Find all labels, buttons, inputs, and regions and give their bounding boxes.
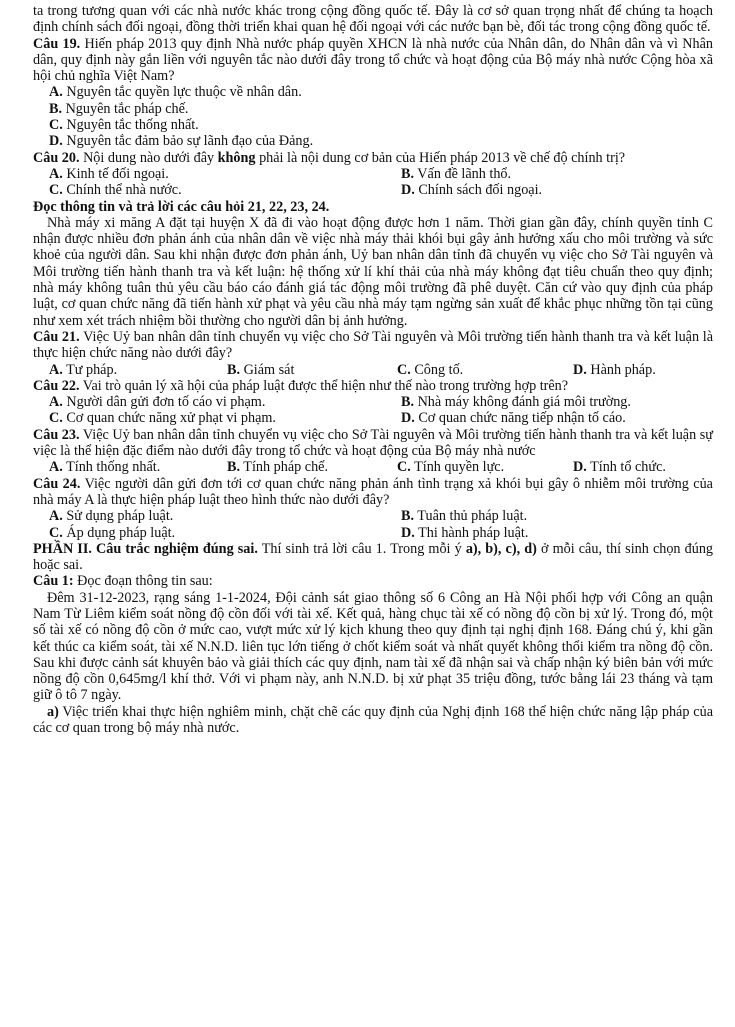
reading-passage: Nhà máy xi măng A đặt tại huyện X đã đi vào hoạt động được hơn 1 năm. Thời gian gần đây, chính quyền tỉnh C nhận được nhiều đơn phản ánh của nhân dân về việc nhà máy thải khói bụi gây ảnh hưởng xấu cho môi trường và sức khoẻ của người dân. Sau khi nhận được đơn phản ánh, Uỷ ban nhân dân tỉnh đã chuyển vụ việc cho Sở Tài nguyên và Môi trường tiến hành thanh tra và kết luận: hệ thống xử lí khí thải của nhà máy không đạt tiêu chuẩn theo quy định; nhà máy không tuân thủ yêu cầu báo cáo đánh giá tác động môi trường đã phê duyệt. Căn cứ vào quy định của pháp luật, cơ quan chức năng đã tiến hành xử phạt và yêu cầu nhà máy tạm ngừng sản xuất để khắc phục những tồn tại cũng như xem xét trách nhiệm bồi thường cho người dân bị ảnh hưởng. [33, 214, 713, 329]
question-23: Câu 23. Việc Uỷ ban nhân dân tỉnh chuyển vụ việc cho Sở Tài nguyên và Môi trường tiến hành thanh tra và kết luận sự việc là thể hiện đặc điểm nào dưới đây trong tổ chức và hoạt động của Bộ máy nhà nước [33, 426, 713, 460]
question-22-option-c: C. Cơ quan chức năng xử phạt vi phạm. [49, 410, 276, 427]
question-22-option-b: B. Nhà máy không đánh giá môi trường. [401, 394, 631, 411]
intro-paragraph: ta trong tương quan với các nhà nước khác trong cộng đồng quốc tế. Đây là cơ sở quan trọng nhất để chúng ta hoạch định chính sách đối ngoại, đồng thời triển khai quan hệ đối ngoại với các nước bạn bè, đối tác trong cộng đồng quốc tế. [33, 3, 713, 36]
question-19-option-d: D. Nguyên tắc đảm bảo sự lãnh đạo của Đảng. [49, 133, 314, 150]
question-21-option-c: C. Công tố. [397, 361, 464, 378]
question-20-label: Câu 20. [33, 149, 80, 166]
reading-heading: Đọc thông tin và trả lời các câu hỏi 21, 22, 23, 24. [33, 198, 330, 215]
question-19-text: Hiến pháp 2013 quy định Nhà nước pháp quyền XHCN là nhà nước của Nhân dân, do Nhân dân và vì Nhân dân, quy định này gắn liền với nguyên tắc nào dưới đây trong tổ chức và hoạt động của Bộ máy nhà nước Cộng hòa xã hội chủ nghĩa Việt Nam? [33, 35, 713, 85]
question-20-emphasis: không [217, 149, 256, 166]
part-2-title: PHẦN II. Câu trắc nghiệm đúng sai. [33, 540, 258, 557]
question-22-options-row-1 [33, 394, 713, 410]
question-21-option-a: A. Tư pháp. [49, 361, 118, 378]
question-23-label: Câu 23. [33, 426, 80, 443]
question-21: Câu 21. Việc Uỷ ban nhân dân tỉnh chuyển vụ việc cho Sở Tài nguyên và Môi trường tiến hành thanh tra và kết luận là thực hiện chức năng nào dưới đây? [33, 328, 713, 362]
question-20-options-row-2 [33, 182, 713, 198]
question-23-option-c: C. Tính quyền lực. [397, 459, 505, 476]
question-20-option-b: B. Vấn đề lãnh thổ. [401, 165, 512, 182]
part-2-passage: Đêm 31-12-2023, rạng sáng 1-1-2024, Đội cảnh sát giao thông số 6 Công an Hà Nội phối hợp với Công an quận Nam Từ Liêm kiểm soát nồng độ cồn đối với tài xế. Kết quả, hàng chục tài xế có nồng độ cồn bị xử lý. Trong đó, một số tài xế có nồng độ cồn ở mức cao, vượt mức xử lý kịch khung theo quy định tại nghị định 168. Đáng chú ý, khi gần kết thúc ca kiểm soát, tài xế N.N.D. liên tục lớn tiếng ở chốt kiểm soát và nhất quyết không thổi kiểm tra nồng độ cồn. Sau khi được cảnh sát khuyên bảo và giải thích các quy định, nam tài xế đã nhận sai và chấp nhận ký biên bản với mức nồng độ cồn 0,645mg/l khí thở. Với vi phạm này, anh N.N.D. bị xử phạt 35 triệu đồng, tước bằng lái 23 tháng và tạm giữ ô tô 7 ngày. [33, 589, 713, 704]
question-19-label: Câu 19. [33, 35, 81, 52]
question-22: Câu 22. Vai trò quản lý xã hội của pháp luật được thể hiện như thế nào trong trường hợp trên? [33, 377, 569, 394]
question-24-option-c: C. Áp dụng pháp luật. [49, 524, 176, 541]
question-22-option-d: D. Cơ quan chức năng tiếp nhận tố cáo. [401, 410, 626, 427]
part-2-item-a: a) Việc triển khai thực hiện nghiêm minh, chặt chẽ các quy định của Nghị định 168 thể hiện chức năng lập pháp của các cơ quan trong bộ máy nhà nước. [33, 703, 713, 737]
question-21-option-d: D. Hành pháp. [573, 361, 656, 378]
question-19-option-b: B. Nguyên tắc pháp chế. [49, 100, 189, 117]
question-21-label: Câu 21. [33, 328, 80, 345]
question-22-label: Câu 22. [33, 377, 80, 394]
question-20-options-row-1 [33, 166, 713, 182]
question-24-option-a: A. Sử dụng pháp luật. [49, 508, 174, 525]
question-23-option-d: D. Tính tổ chức. [573, 459, 666, 476]
question-20-option-c: C. Chính thể nhà nước. [49, 182, 182, 199]
question-23-option-a: A. Tính thống nhất. [49, 459, 161, 476]
part-2-items: a), b), c), d) [465, 540, 537, 557]
question-23-option-b: B. Tính pháp chế. [227, 459, 329, 476]
part-2-question-1: Câu 1: Đọc đoạn thông tin sau: [33, 573, 213, 590]
question-19-option-a: A. Nguyên tắc quyền lực thuộc về nhân dân. [49, 84, 302, 101]
question-20-option-d: D. Chính sách đối ngoại. [401, 182, 543, 199]
question-19-option-c: C. Nguyên tắc thống nhất. [49, 117, 199, 134]
question-19 [33, 36, 713, 85]
question-24-options-row-1 [33, 508, 713, 524]
question-22-option-a: A. Người dân gửi đơn tố cáo vi phạm. [49, 394, 266, 411]
question-21-option-b: B. Giám sát [227, 361, 295, 378]
question-24-option-d: D. Thi hành pháp luật. [401, 524, 529, 541]
question-23-options [33, 459, 713, 475]
question-20-option-a: A. Kinh tế đối ngoại. [49, 165, 169, 182]
question-24-label: Câu 24. [33, 475, 81, 492]
question-24: Câu 24. Việc người dân gửi đơn tới cơ quan chức năng phản ánh tình trạng xả khói bụi gây ô nhiễm môi trường của nhà máy A là thực hiện pháp luật theo hình thức nào dưới đây? [33, 475, 713, 508]
part-2-heading: PHẦN II. Câu trắc nghiệm đúng sai. Thí sinh trả lời câu 1. Trong mỗi ý a), b), c), d) ở mỗi câu, thí sinh chọn đúng hoặc sai. [33, 540, 714, 574]
question-24-option-b: B. Tuân thủ pháp luật. [401, 508, 528, 525]
question-21-options [33, 362, 713, 378]
question-24-options-row-2 [33, 525, 713, 541]
part-2-question-1-label: Câu 1: [33, 573, 74, 590]
question-22-options-row-2 [33, 410, 713, 426]
question-20: Câu 20. Nội dung nào dưới đây không phải là nội dung cơ bản của Hiến pháp 2013 về chế độ chính trị? [33, 149, 626, 166]
